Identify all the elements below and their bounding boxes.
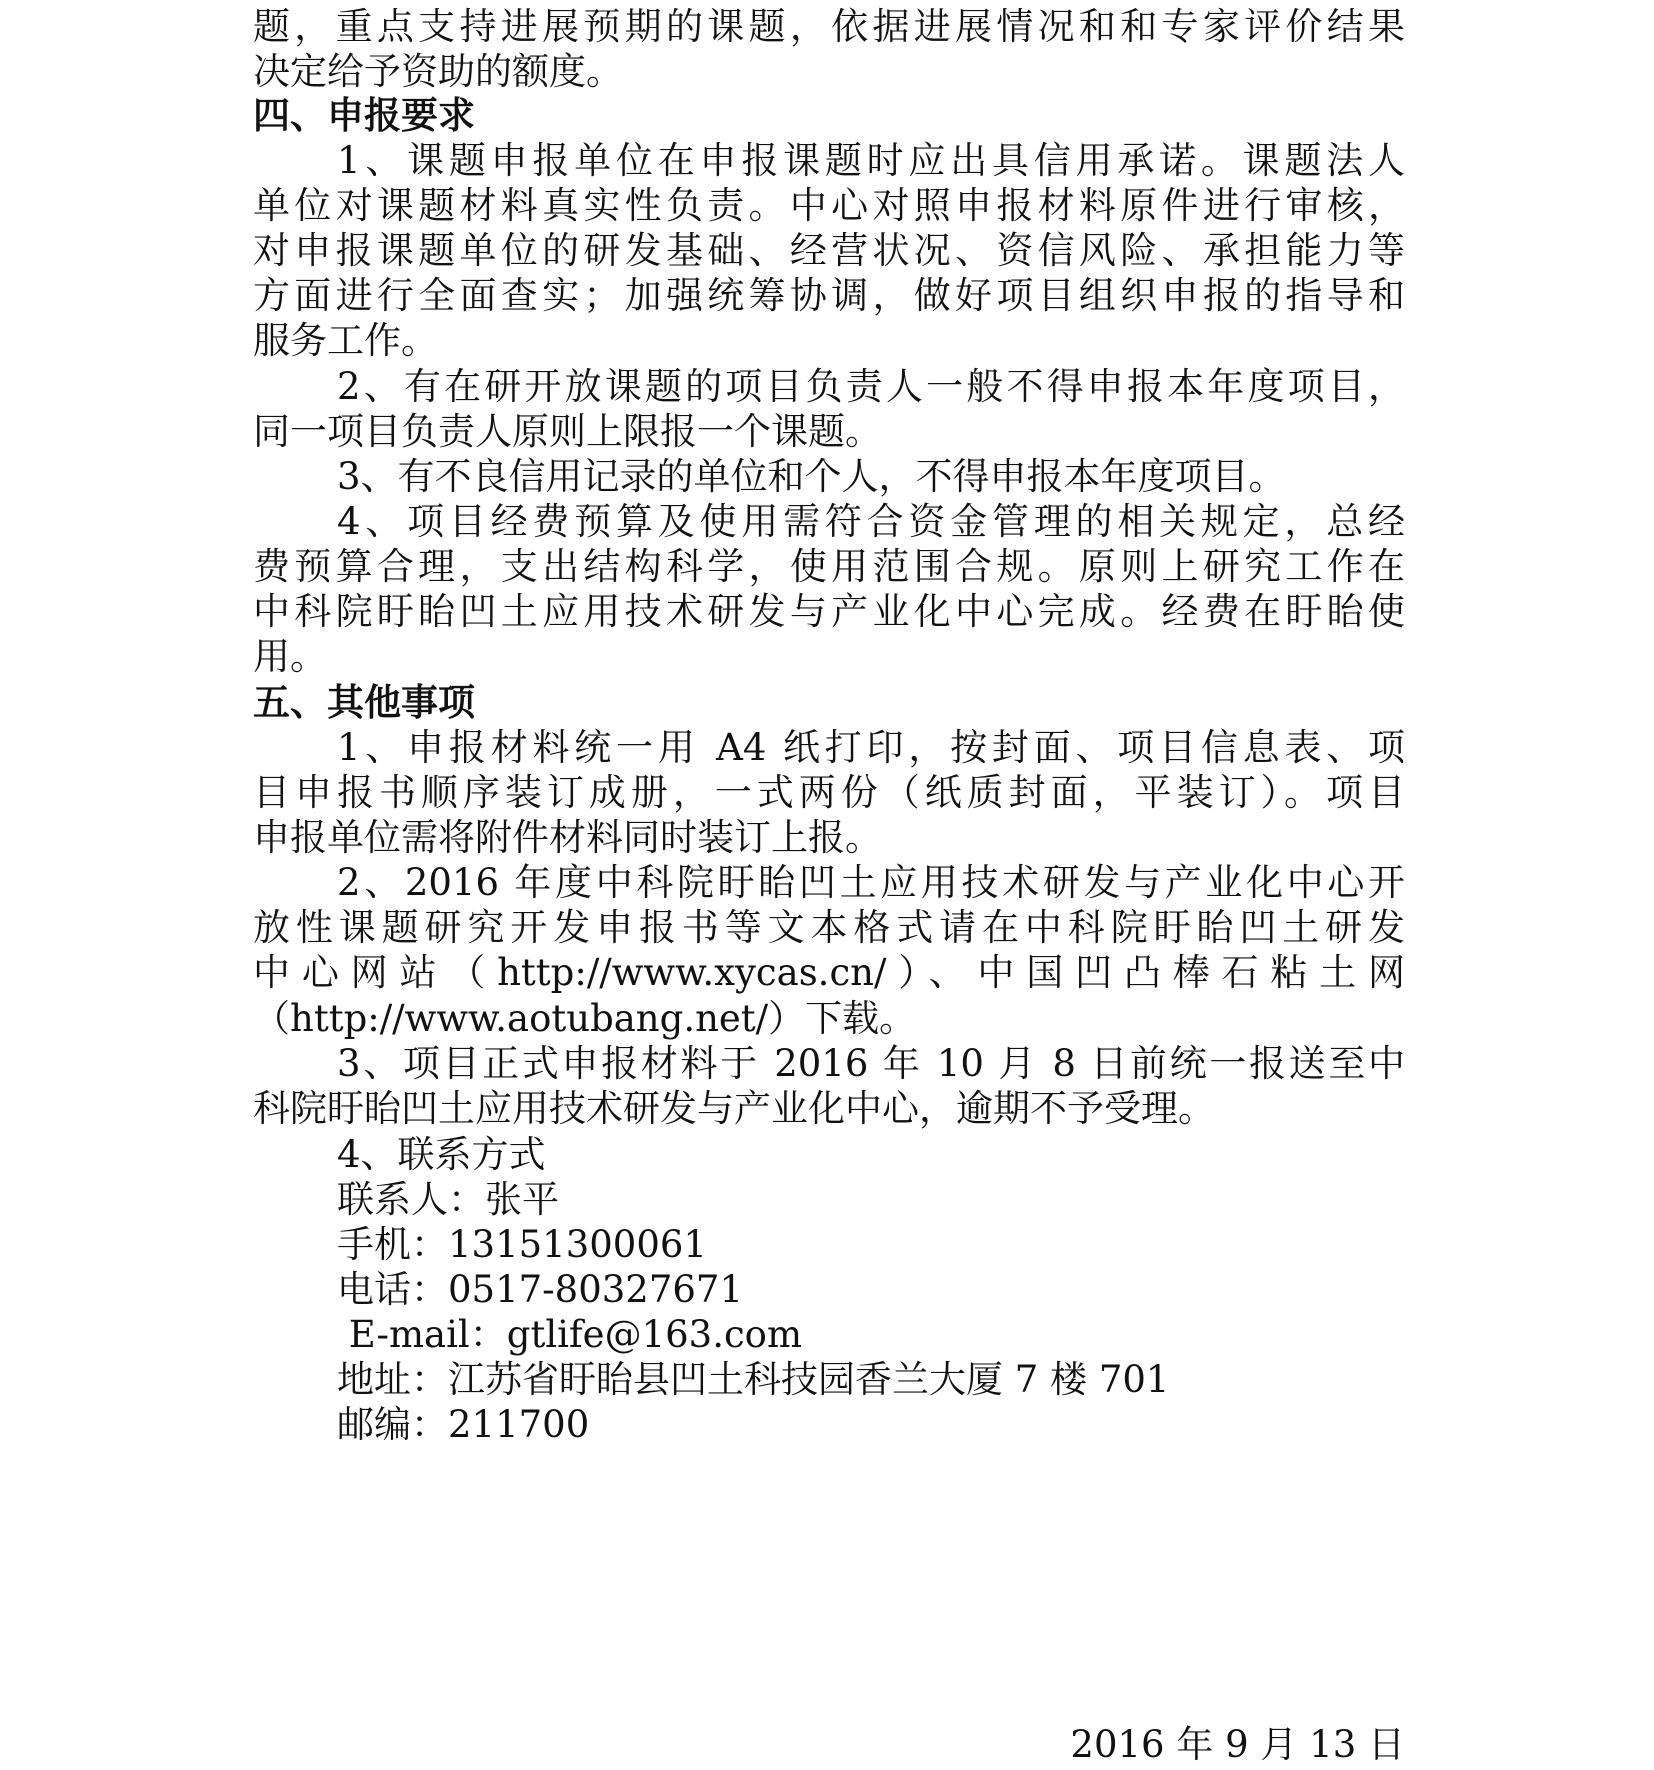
- paragraph-line: 方面进行全面查实；加强统筹协调，做好项目组织申报的指导和: [253, 274, 1405, 317]
- paragraph-line: 3、项目正式申报材料于 2016 年 10 月 8 日前统一报送至中: [337, 1042, 1405, 1085]
- paragraph-line: 2、2016 年度中科院盱眙凹土应用技术研发与产业化中心开: [337, 861, 1405, 904]
- section-heading-requirements: 四、申报要求: [253, 94, 475, 137]
- contact-postcode: 邮编：211700: [337, 1403, 590, 1446]
- paragraph-line: 单位对课题材料真实性负责。中心对照申报材料原件进行审核，: [253, 184, 1405, 227]
- paragraph-line: 决定给予资助的额度。: [253, 50, 623, 93]
- contact-email: E-mail：gtlife@163.com: [337, 1313, 803, 1356]
- paragraph-line: 1、课题申报单位在申报课题时应出具信用承诺。课题法人: [337, 139, 1405, 182]
- paragraph-line: 中科院盱眙凹土应用技术研发与产业化中心完成。经费在盱眙使: [253, 590, 1405, 633]
- contact-address: 地址：江苏省盱眙县凹土科技园香兰大厦 7 楼 701: [337, 1358, 1170, 1401]
- paragraph-line: 2、有在研开放课题的项目负责人一般不得申报本年度项目，: [337, 365, 1405, 408]
- contact-mobile: 手机：13151300061: [337, 1223, 707, 1266]
- paragraph-line: 4、项目经费预算及使用需符合资金管理的相关规定，总经: [337, 500, 1405, 543]
- paragraph-line-links: 中心网站（http://www.xycas.cn/）、中国凹凸棒石粘土网: [253, 951, 1405, 994]
- contact-person: 联系人：张平: [337, 1178, 559, 1221]
- paragraph-line: 用。: [253, 635, 327, 678]
- paragraph-line: 目申报书顺序装订成册，一式两份（纸质封面，平装订）。项目: [253, 771, 1405, 814]
- paragraph-line-links: （http://www.aotubang.net/）下载。: [253, 997, 917, 1040]
- paragraph-line: 放性课题研究开发申报书等文本格式请在中科院盱眙凹土研发: [253, 906, 1405, 949]
- contact-phone: 电话：0517-80327671: [337, 1268, 743, 1311]
- paragraph-line: 题，重点支持进展预期的课题，依据进展情况和和专家评价结果: [253, 5, 1405, 48]
- paragraph-line: 服务工作。: [253, 319, 438, 362]
- section-heading-other-matters: 五、其他事项: [253, 681, 475, 724]
- paragraph-line: 同一项目负责人原则上限报一个课题。: [253, 410, 882, 453]
- paragraph-line: 科院盱眙凹土应用技术研发与产业化中心，逾期不予受理。: [253, 1087, 1215, 1130]
- contact-title: 4、联系方式: [337, 1133, 546, 1176]
- document-date: 2016 年 9 月 13 日: [1070, 1723, 1405, 1766]
- paragraph-line: 费预算合理，支出结构科学，使用范围合规。原则上研究工作在: [253, 545, 1405, 588]
- paragraph-line: 3、有不良信用记录的单位和个人，不得申报本年度项目。: [337, 455, 1286, 498]
- paragraph-line: 1、申报材料统一用 A4 纸打印，按封面、项目信息表、项: [337, 726, 1405, 769]
- paragraph-line: 对申报课题单位的研发基础、经营状况、资信风险、承担能力等: [253, 229, 1405, 272]
- paragraph-line: 申报单位需将附件材料同时装订上报。: [253, 816, 882, 859]
